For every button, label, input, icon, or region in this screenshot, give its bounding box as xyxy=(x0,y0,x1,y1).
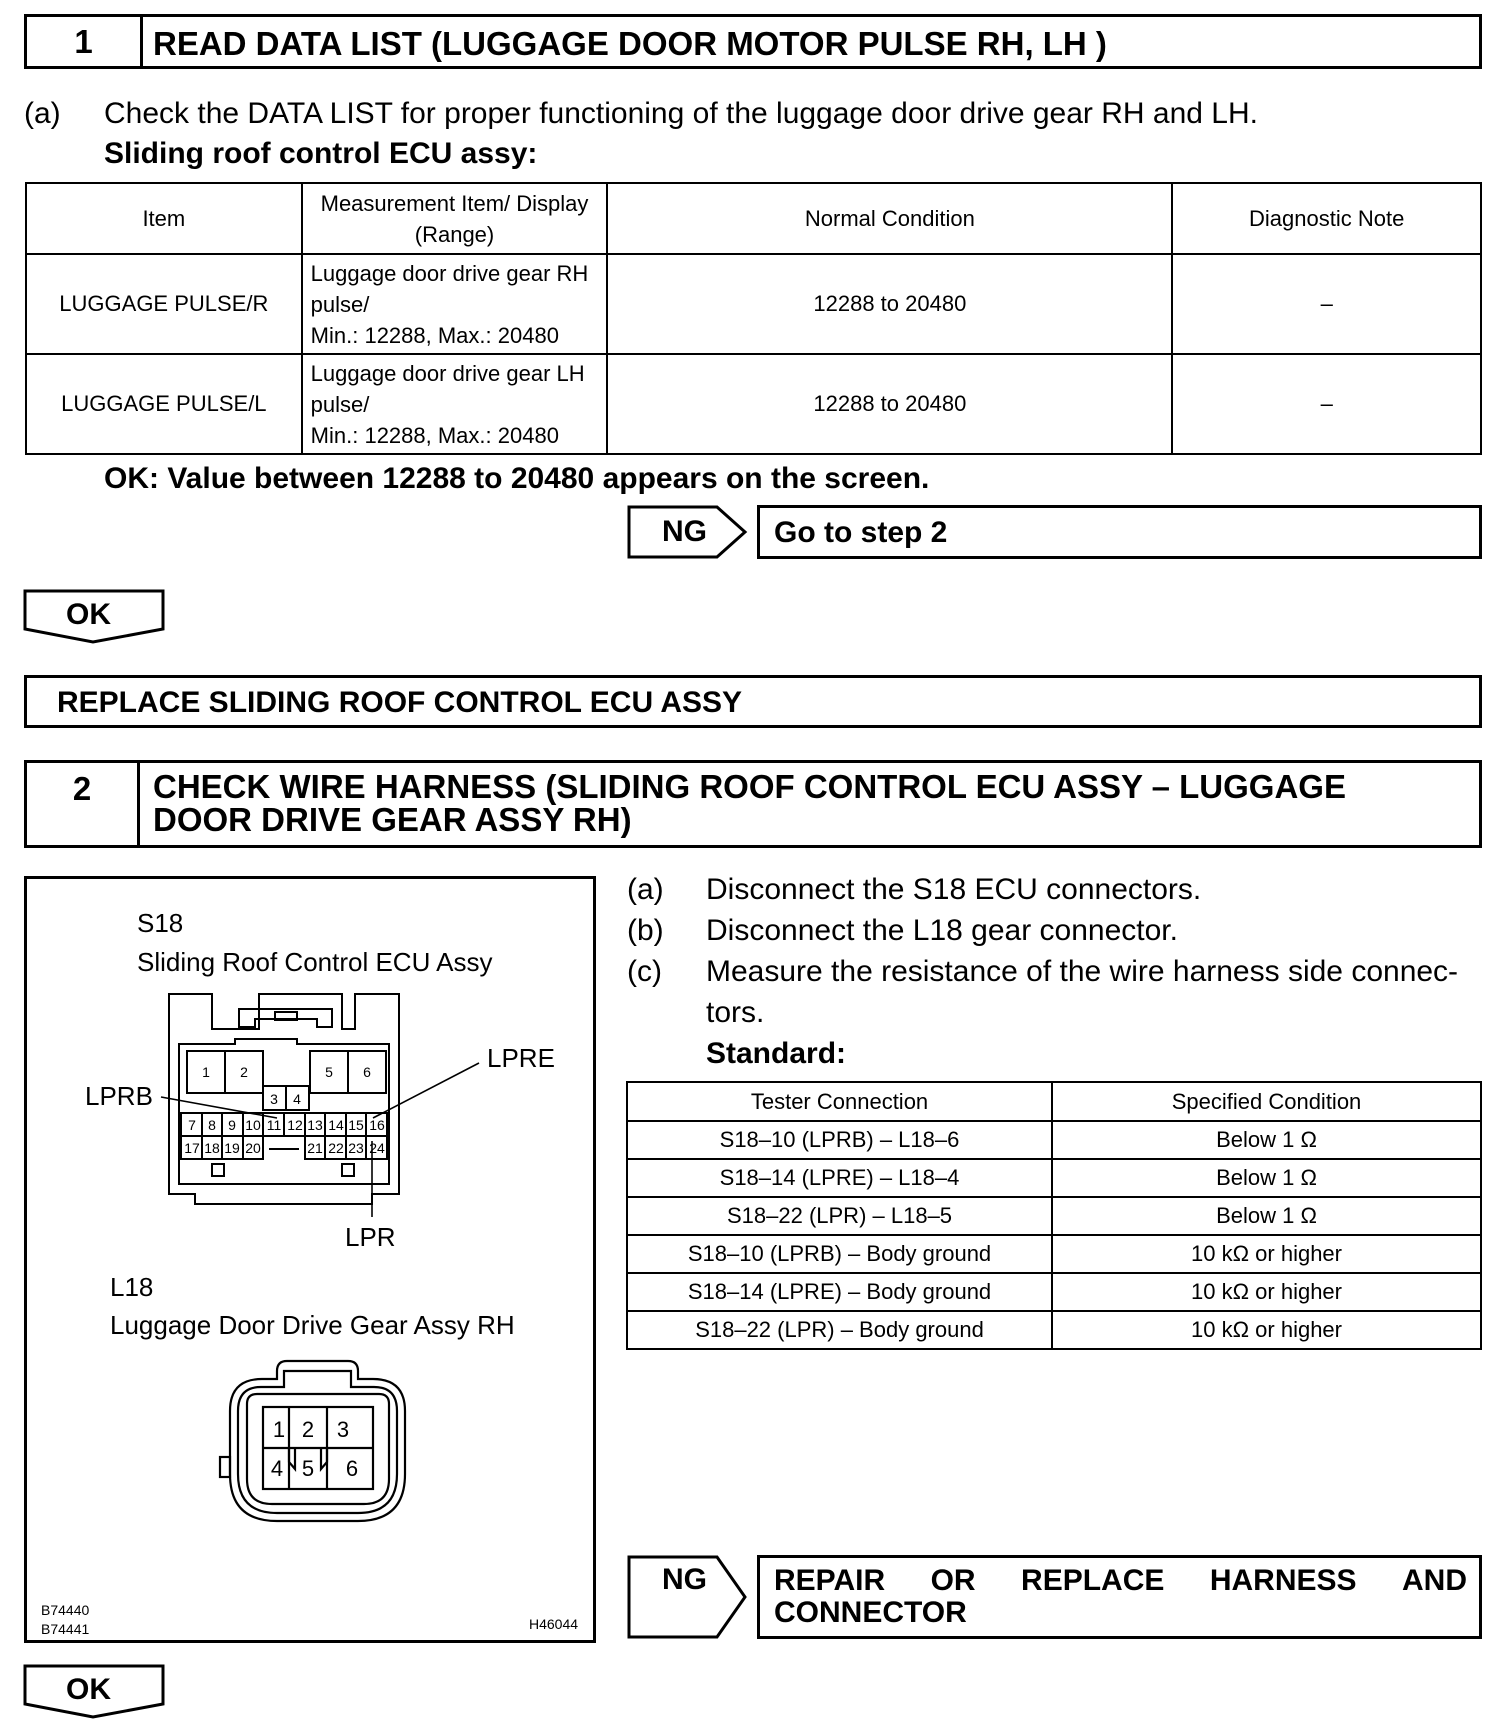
measure-line: pulse/ xyxy=(310,291,370,317)
tester-connection: S18–10 (LPRB) – Body ground xyxy=(627,1235,1052,1273)
header-measurement: Measurement Item/ Display (Range) xyxy=(302,183,608,254)
row-measurement xyxy=(302,254,608,354)
header-normal: Normal Condition xyxy=(607,183,1172,254)
ng-word: HARNESS xyxy=(1209,1564,1357,1597)
table-row xyxy=(26,354,1481,454)
specified-condition: Below 1 Ω xyxy=(1052,1121,1481,1159)
step1-result-text: REPLACE SLIDING ROOF CONTROL ECU ASSY xyxy=(57,686,743,719)
s18-pin: 20 xyxy=(245,1140,261,1156)
tester-connection: S18–14 (LPRE) – Body ground xyxy=(627,1273,1052,1311)
table-row xyxy=(627,1159,1481,1197)
instruction-c-text-cont: tors. xyxy=(706,996,765,1029)
l18-code: L18 xyxy=(110,1272,154,1302)
row-normal: 12288 to 20480 xyxy=(607,354,1172,454)
step1-header xyxy=(24,14,1482,69)
table-row xyxy=(627,1121,1481,1159)
s18-pin: 11 xyxy=(266,1117,282,1133)
table-row xyxy=(627,1311,1481,1349)
s18-pin: 18 xyxy=(204,1140,220,1156)
s18-pin: 13 xyxy=(307,1117,323,1133)
instruction-a-marker: (a) xyxy=(627,873,664,906)
s18-pin: 24 xyxy=(369,1140,385,1156)
step1-ng-target xyxy=(757,505,1482,559)
ng-word: REPLACE xyxy=(1021,1564,1165,1597)
header-tester-connection: Tester Connection xyxy=(627,1082,1052,1121)
tester-connection: S18–22 (LPR) – L18–5 xyxy=(627,1197,1052,1235)
instruction-c-text: Measure the resistance of the wire harness side connec- xyxy=(706,955,1459,988)
step2-title-line2: DOOR DRIVE GEAR ASSY RH) xyxy=(153,801,632,838)
ng-word: OR xyxy=(930,1564,976,1597)
l18-pin: 6 xyxy=(345,1456,359,1481)
step1-ok-criteria: OK: Value between 12288 to 20480 appears on the screen. xyxy=(104,462,930,495)
s18-pin: 16 xyxy=(369,1117,385,1133)
step2-title-line1: CHECK WIRE HARNESS (SLIDING ROOF CONTROL ECU ASSY – LUGGAGE xyxy=(153,768,1346,805)
measure-line: Luggage door drive gear LH xyxy=(310,360,585,386)
s18-code: S18 xyxy=(137,908,184,938)
s18-pin: 21 xyxy=(307,1140,323,1156)
step1-result-box xyxy=(24,675,1482,728)
s18-pin: 9 xyxy=(228,1117,236,1133)
step2-title xyxy=(153,770,1471,836)
header-note: Diagnostic Note xyxy=(1172,183,1481,254)
s18-pin: 6 xyxy=(363,1064,371,1080)
label-lpre: LPRE xyxy=(487,1043,555,1073)
step2-ng-text-line2: CONNECTOR xyxy=(774,1596,967,1629)
measure-line: pulse/ xyxy=(310,391,370,417)
ng-word: AND xyxy=(1402,1564,1467,1597)
s18-pin: 8 xyxy=(208,1117,216,1133)
header-item: Item xyxy=(26,183,302,254)
step2-number: 2 xyxy=(27,763,140,845)
tester-connection: S18–14 (LPRE) – L18–4 xyxy=(627,1159,1052,1197)
s18-pin: 19 xyxy=(224,1140,240,1156)
specified-condition: Below 1 Ω xyxy=(1052,1197,1481,1235)
row-normal: 12288 to 20480 xyxy=(607,254,1172,354)
specified-condition: 10 kΩ or higher xyxy=(1052,1273,1481,1311)
label-lpr: LPR xyxy=(345,1222,396,1252)
l18-pin: 3 xyxy=(336,1417,350,1442)
step1-item-a-marker: (a) xyxy=(24,97,61,130)
step2-ng-target xyxy=(757,1555,1482,1639)
tester-connection: S18–10 (LPRB) – L18–6 xyxy=(627,1121,1052,1159)
label-lprb: LPRB xyxy=(85,1081,153,1111)
s18-pin: 5 xyxy=(325,1064,333,1080)
step1-item-a-text: Check the DATA LIST for proper functioning of the luggage door drive gear RH and LH. xyxy=(104,97,1258,130)
l18-pin: 4 xyxy=(270,1456,284,1481)
ng-word: REPAIR xyxy=(774,1564,886,1597)
table-row xyxy=(627,1197,1481,1235)
s18-pin: 17 xyxy=(184,1140,200,1156)
standard-header-row xyxy=(627,1082,1481,1121)
ref-code-right: H46044 xyxy=(529,1616,579,1632)
instruction-b-text: Disconnect the L18 gear connector. xyxy=(706,914,1178,947)
l18-pin: 2 xyxy=(301,1417,315,1442)
step1-number: 1 xyxy=(27,17,143,66)
measure-line: Min.: 12288, Max.: 20480 xyxy=(310,322,559,348)
s18-pin: 14 xyxy=(328,1117,344,1133)
connector-diagram xyxy=(24,876,596,1643)
specified-condition: 10 kΩ or higher xyxy=(1052,1235,1481,1273)
s18-pin: 22 xyxy=(328,1140,344,1156)
s18-pin: 10 xyxy=(245,1117,261,1133)
ref-code: B74441 xyxy=(41,1621,90,1637)
header-specified-condition: Specified Condition xyxy=(1052,1082,1481,1121)
row-item: LUGGAGE PULSE/R xyxy=(26,254,302,354)
s18-pin: 23 xyxy=(348,1140,364,1156)
step2-ng-text-line1 xyxy=(774,1564,1467,1598)
s18-pin: 2 xyxy=(240,1064,248,1080)
s18-pin: 7 xyxy=(188,1117,196,1133)
row-note: – xyxy=(1172,254,1481,354)
step2-ng-label: NG xyxy=(662,1563,707,1596)
row-item: LUGGAGE PULSE/L xyxy=(26,354,302,454)
l18-name: Luggage Door Drive Gear Assy RH xyxy=(110,1310,515,1340)
data-list-table xyxy=(25,182,1482,455)
table-row xyxy=(627,1273,1481,1311)
s18-pin: 12 xyxy=(287,1117,303,1133)
specified-condition: Below 1 Ω xyxy=(1052,1159,1481,1197)
s18-pin: 1 xyxy=(202,1064,210,1080)
measure-line: Min.: 12288, Max.: 20480 xyxy=(310,422,559,448)
row-note: – xyxy=(1172,354,1481,454)
measure-line: Luggage door drive gear RH xyxy=(310,260,589,286)
standard-table xyxy=(626,1081,1482,1350)
instruction-a-text: Disconnect the S18 ECU connectors. xyxy=(706,873,1202,906)
specified-condition: 10 kΩ or higher xyxy=(1052,1311,1481,1349)
l18-pin: 5 xyxy=(301,1456,315,1481)
standard-label: Standard: xyxy=(706,1037,847,1070)
step1-ng-text: Go to step 2 xyxy=(774,516,948,549)
instruction-c-marker: (c) xyxy=(627,955,662,988)
s18-name: Sliding Roof Control ECU Assy xyxy=(137,947,493,977)
s18-pin: 3 xyxy=(270,1091,278,1107)
step1-title: READ DATA LIST (LUGGAGE DOOR MOTOR PULSE RH, LH ) xyxy=(153,25,1107,62)
step2-ok-label: OK xyxy=(66,1673,111,1706)
step1-subhead: Sliding roof control ECU assy: xyxy=(104,137,538,170)
connector-diagram-svg xyxy=(27,879,593,1640)
ref-code: B74440 xyxy=(41,1602,90,1618)
table-row xyxy=(26,254,1481,354)
tester-connection: S18–22 (LPR) – Body ground xyxy=(627,1311,1052,1349)
s18-pin: 15 xyxy=(348,1117,364,1133)
instruction-b-marker: (b) xyxy=(627,914,664,947)
table-row xyxy=(627,1235,1481,1273)
data-list-header-row xyxy=(26,183,1481,254)
step1-ok-label: OK xyxy=(66,598,111,631)
step1-ng-label: NG xyxy=(662,515,707,548)
step2-header xyxy=(24,760,1482,848)
l18-pin: 1 xyxy=(272,1417,286,1442)
s18-connector-drawing xyxy=(169,994,399,1204)
s18-pin: 4 xyxy=(293,1091,301,1107)
row-measurement xyxy=(302,354,608,454)
